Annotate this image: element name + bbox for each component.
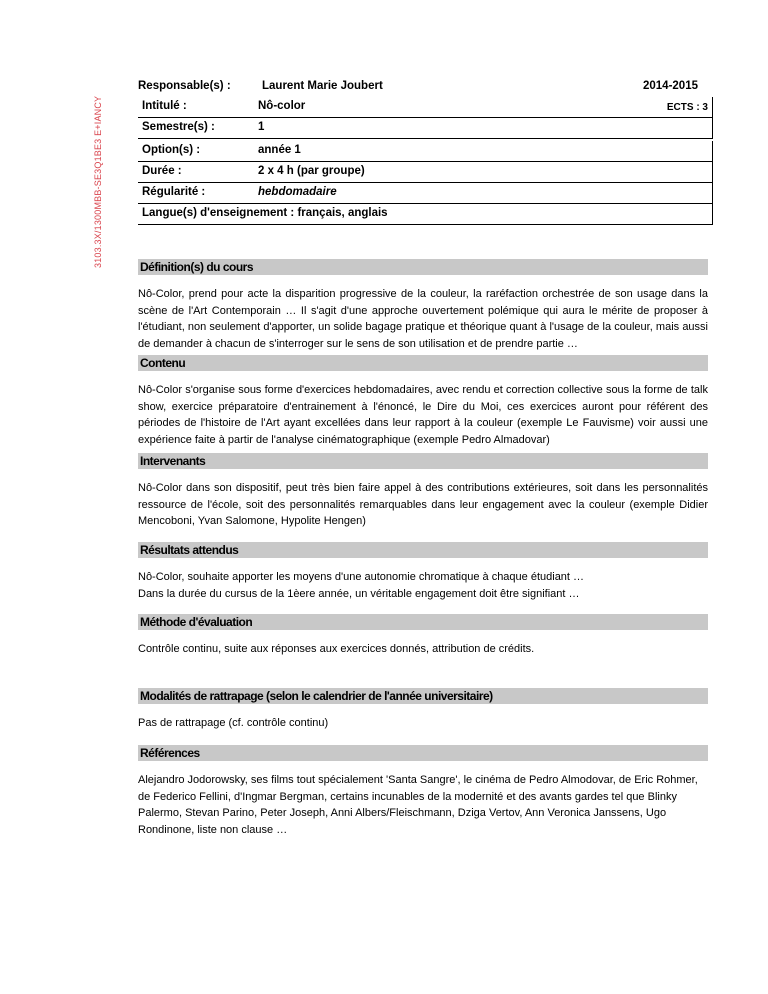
section-paragraph: Nô-Color, souhaite apporter les moyens d'une autonomie chromatique à chaque étudiant … (138, 571, 585, 583)
side-stamp (81, 88, 103, 268)
info-label: Intitulé : (142, 100, 187, 112)
section-title: Intervenants (138, 453, 708, 469)
info-label: Semestre(s) : (142, 121, 215, 133)
section-paragraph: Nô-Color s'organise sous forme d'exercices hebdomadaires, avec rendu et correction collective sous la forme de talk show, exercice préparatoire d'entrainement à l'énoncé, le Dire du Moi, ces exercices auront pour référent des périodes de l'histoire de l'Art ayant excellées dans leur rapport à la couleur (exemple Le Fauvisme) voir aussi une expérience faite à partir de l'analyse cinématographique (exemple Pedro Almadovar) (138, 384, 708, 446)
info-row-intitule (138, 97, 713, 118)
section-contenu (138, 355, 708, 448)
section-resultats (138, 542, 708, 602)
info-label: Langue(s) d'enseignement : français, anglais (142, 207, 388, 219)
section-title: Méthode d'évaluation (138, 614, 708, 630)
info-row-semestre (138, 118, 713, 139)
info-label: Option(s) : (142, 144, 201, 156)
section-paragraph: Nô-Color dans son dispositif, peut très bien faire appel à des contributions extérieures, soit dans les personnalités ressource de l'école, soit des personnalités remarquables dans leur engagement avec la couleur (exemple Didier Mencoboni, Yvan Salomone, Hypolite Hengen) (138, 482, 708, 527)
section-paragraph: Dans la durée du cursus de la 1èere année, un véritable engagement doit être signifiant … (138, 587, 580, 600)
info-row-langue (138, 204, 713, 225)
section-body (138, 382, 708, 448)
section-body (138, 480, 708, 530)
section-body (138, 569, 708, 602)
section-title: Résultats attendus (138, 542, 708, 558)
section-paragraph: Nô-Color, prend pour acte la disparition progressive de la couleur, la raréfaction orchestrée de son usage dans la scène de l'Art Contemporain … Il s'agit d'une approche ouvertement polémique qui aura le mérite de proposer à l'étudiant, non seulement d'apporter, un solide bagage pratique et théorique quant à l'usage de la couleur, mais aussi de demander à chacun de s'interroger sur le sens de son utilisation et de prendre partie … (138, 288, 708, 350)
section-title: Contenu (138, 355, 708, 371)
section-paragraph: Pas de rattrapage (cf. contrôle continu) (138, 717, 329, 729)
info-label: Durée : (142, 165, 182, 177)
responsables-value: Laurent Marie Joubert (262, 80, 383, 92)
section-title: Définition(s) du cours (138, 259, 708, 275)
section-intervenants (138, 453, 708, 530)
info-value: 2 x 4 h (par groupe) (258, 165, 365, 177)
responsables-label: Responsable(s) : (138, 80, 231, 92)
academic-year: 2014-2015 (643, 80, 698, 92)
info-value: hebdomadaire (258, 186, 337, 198)
section-paragraph: Alejandro Jodorowsky, ses films tout spécialement 'Santa Sangre', le cinéma de Pedro Almodovar, de Eric Rohmer, de Federico Fellini, d'Ingmar Bergman, certains incunables de la modernité et des avants gardes tel que Blinky Palermo, Stevan Parino, Peter Joseph, Anni Albers/Fleischmann, Dziga Vertov, Ann Veronica Janssens, Ugo Rondinone, liste non clause … (138, 774, 698, 836)
section-body (138, 772, 708, 838)
section-title: Modalités de rattrapage (selon le calendrier de l'année universitaire) (138, 688, 708, 704)
section-references (138, 745, 708, 838)
section-title: Références (138, 745, 708, 761)
section-paragraph: Contrôle continu, suite aux réponses aux exercices donnés, attribution de crédits. (138, 643, 535, 655)
section-definition (138, 259, 708, 352)
info-row-regularite (138, 183, 713, 204)
info-row-duree (138, 162, 713, 183)
section-body (138, 715, 708, 732)
section-rattrapage (138, 688, 708, 732)
info-label: Régularité : (142, 186, 206, 198)
ects-value: ECTS : 3 (666, 102, 708, 113)
section-body (138, 286, 708, 352)
info-value: année 1 (258, 144, 301, 156)
section-body (138, 641, 708, 658)
info-value: 1 (258, 121, 265, 133)
info-value: Nô-color (258, 100, 306, 112)
info-row-option (138, 141, 713, 162)
section-evaluation (138, 614, 708, 658)
side-stamp-text: 3103.3X/1300MBB-SE3Q1BE3 E+IANCY (93, 95, 103, 268)
